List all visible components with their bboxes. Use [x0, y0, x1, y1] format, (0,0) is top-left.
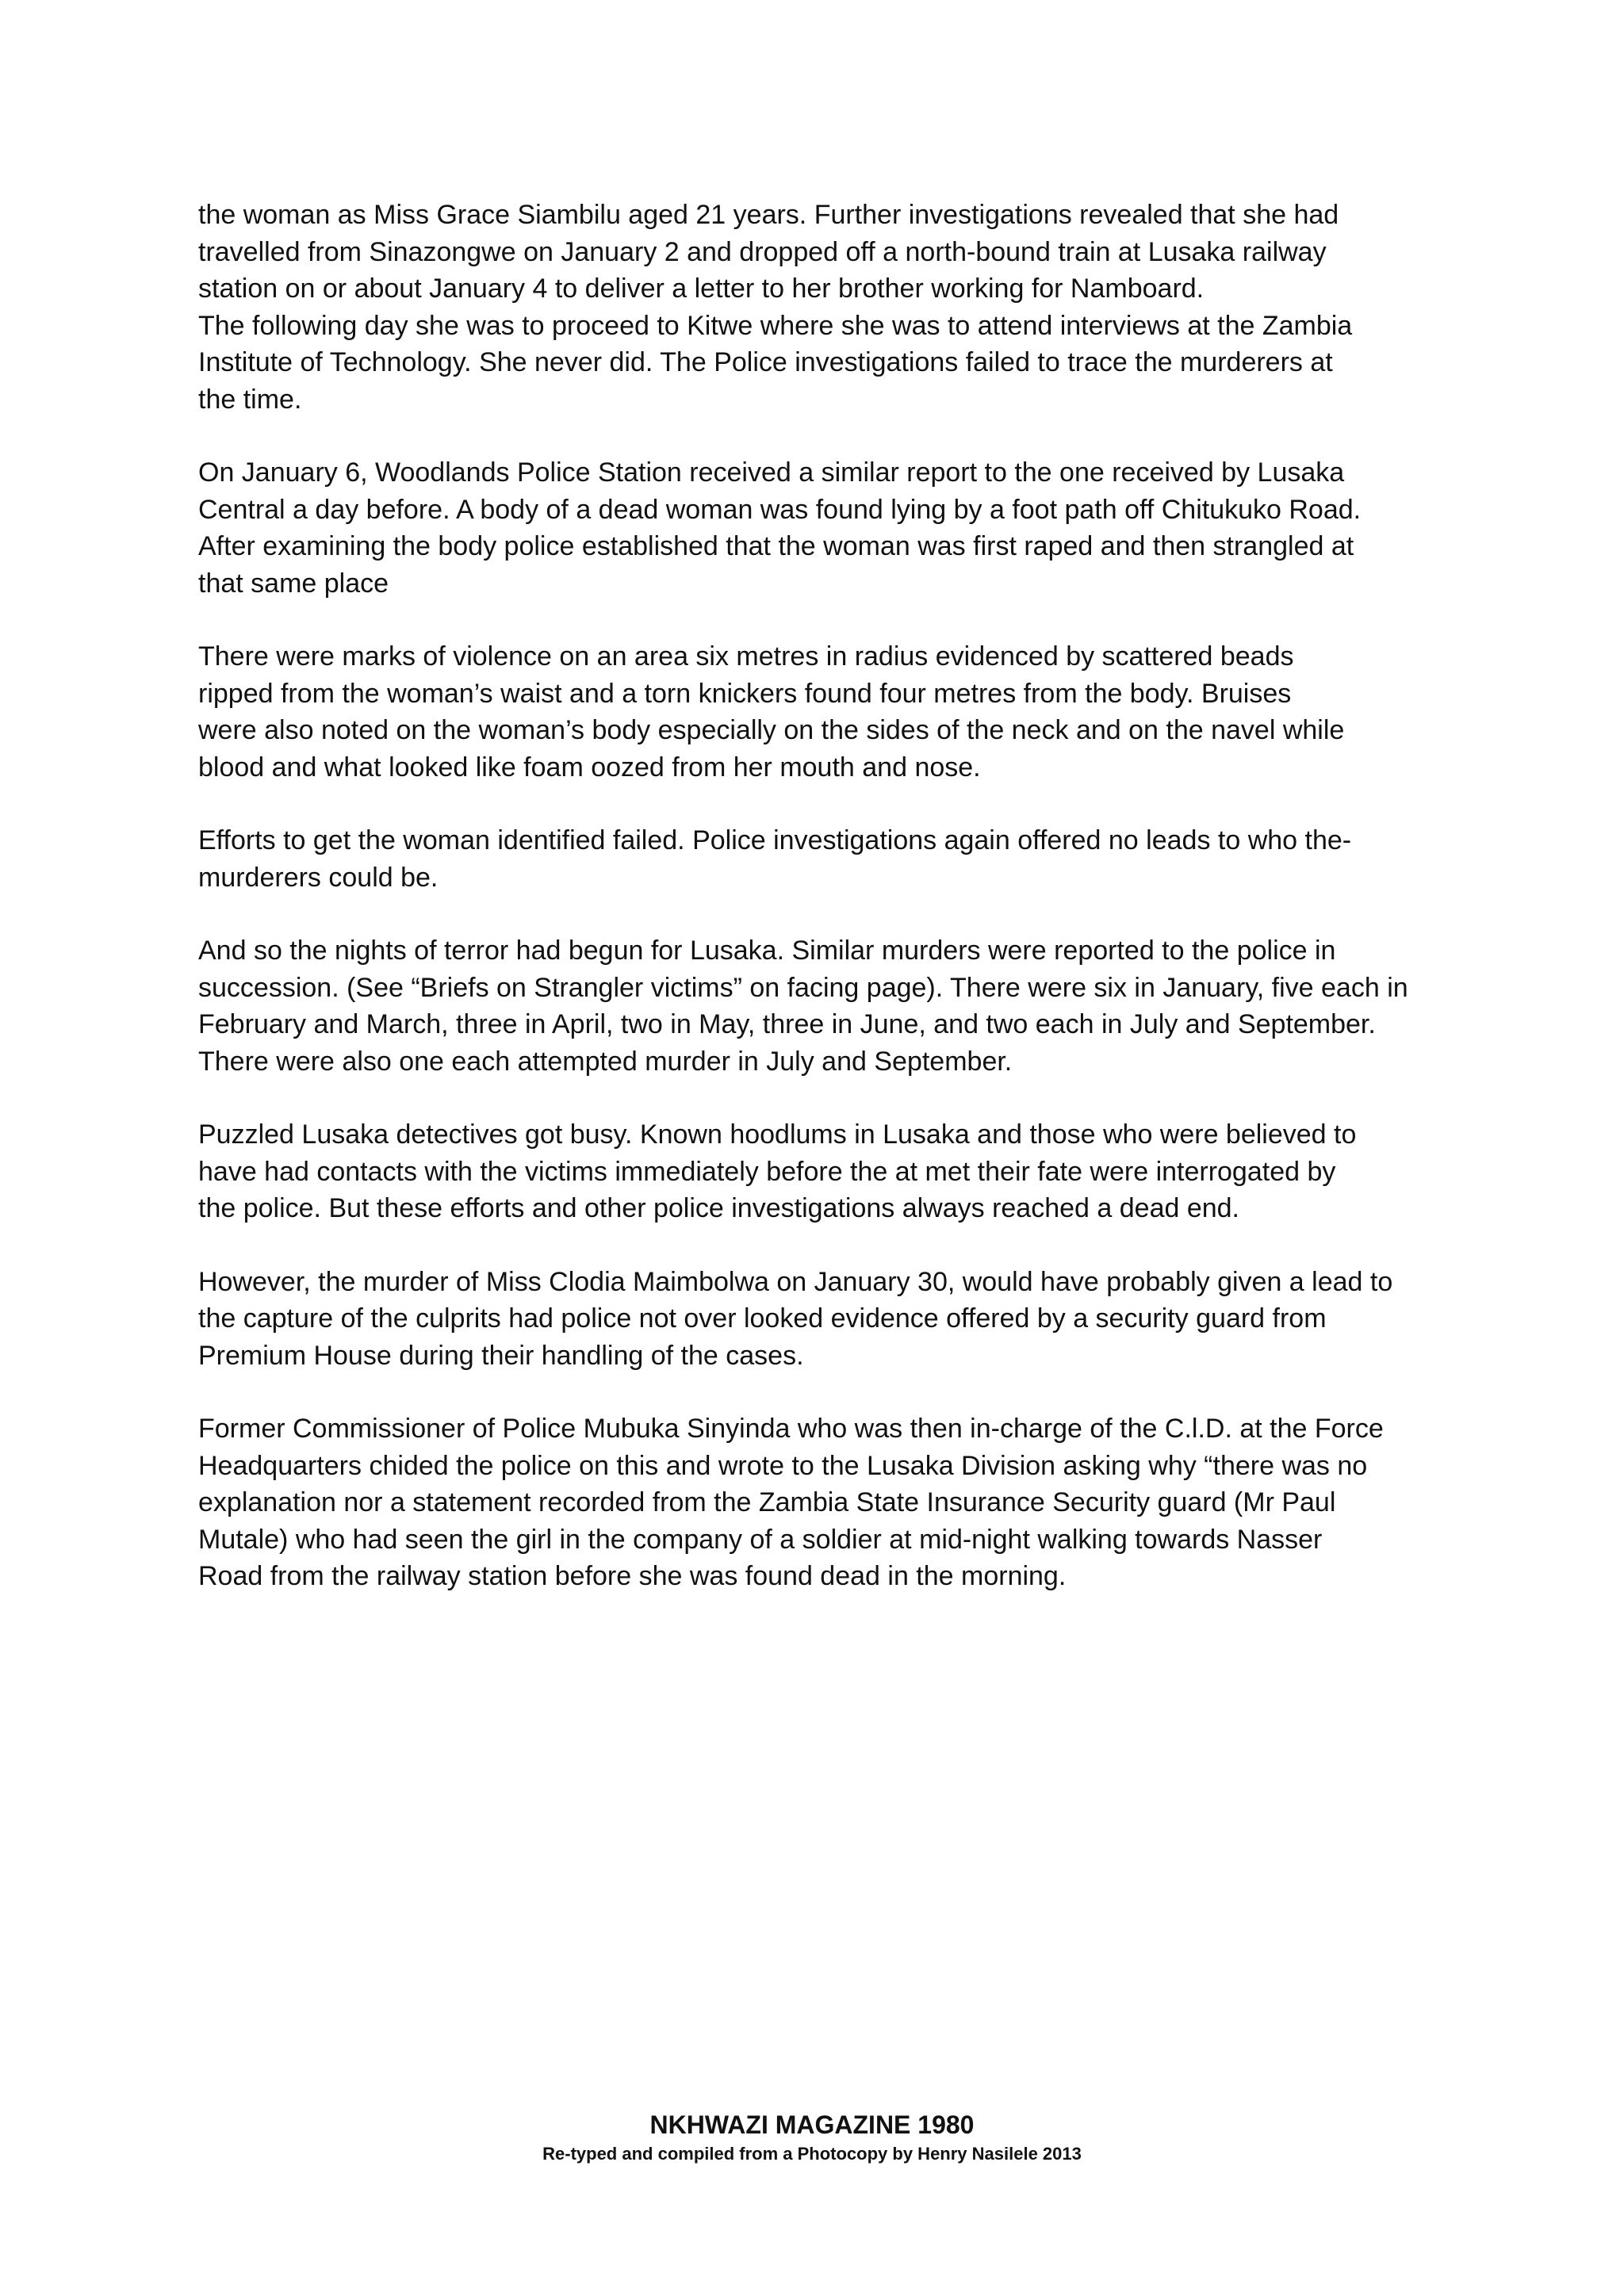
page-footer	[0, 2109, 1624, 2168]
footer-title: NKHWAZI MAGAZINE 1980	[649, 2110, 975, 2139]
footer-credit: Re-typed and compiled from a Photocopy by Henry Nasilele 2013	[542, 2144, 1082, 2164]
paragraph-6: Puzzled Lusaka detectives got busy. Known hoodlums in Lusaka and those who were believed to have had contacts with the victims immediately before the at met their fate were interrogated by the police. But these efforts and other police investigations always reached a dead end.	[198, 1119, 1357, 1223]
paragraph-2: On January 6, Woodlands Police Station received a similar report to the one received by Lusaka Central a day before. A body of a dead woman was found lying by a foot path off Chitukuko Road. After examining the body police established that the woman was first raped and then strangled at that same place	[198, 457, 1362, 599]
paragraph-5: And so the nights of terror had begun for Lusaka. Similar murders were reported to the police in succession. (See “Briefs on Strangler victims” on facing page). There were six in January, five each in February and March, three in April, two in May, three in June, and two each in July and September. There were also one each attempted murder in July and September.	[198, 936, 1408, 1077]
paragraph-7: However, the murder of Miss Clodia Maimbolwa on January 30, would have probably given a lead to the capture of the culprits had police not over looked evidence offered by a security guard from Premium House during their handling of the cases.	[198, 1266, 1393, 1371]
article-body	[198, 197, 1451, 1595]
paragraph-4: Efforts to get the woman identified failed. Police investigations again offered no leads to who the- murderers could be.	[198, 825, 1352, 893]
paragraph-3: There were marks of violence on an area six metres in radius evidenced by scattered beads ripped from the woman’s waist and a torn knickers found four metres from the body. Bruises were also noted on the woman’s body especially on the sides of the neck and on the navel while blood and what looked like foam oozed from her mouth and nose.	[198, 641, 1345, 783]
paragraph-8: Former Commissioner of Police Mubuka Sinyinda who was then in-charge of the C.l.D. at the Force Headquarters chided the police on this and wrote to the Lusaka Division asking why “there was no explanation nor a statement recorded from the Zambia State Insurance Security guard (Mr Paul Mutale) who had seen the girl in the company of a soldier at mid-night walking towards Nasser Road from the railway station before she was found dead in the morning.	[198, 1414, 1384, 1591]
paragraph-1: the woman as Miss Grace Siambilu aged 21 years. Further investigations revealed that she had travelled from Sinazongwe on January 2 and dropped off a north-bound train at Lusaka railway station on or about January 4 to deliver a letter to her brother working for Namboard. The following day she was to proceed to Kitwe where she was to attend interviews at the Zambia Institute of Technology. She never did. The Police investigations failed to trace the murderers at the time.	[198, 200, 1353, 415]
